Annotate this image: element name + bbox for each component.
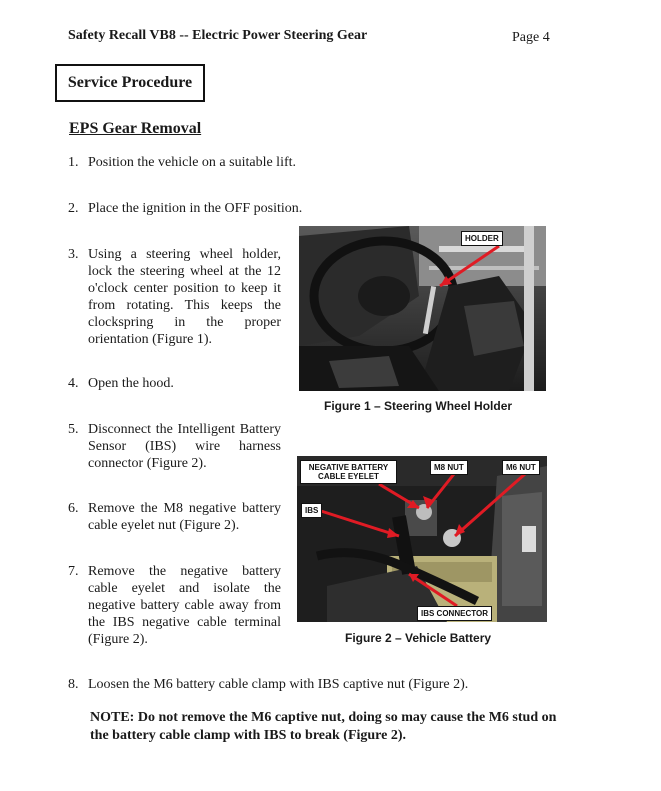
figure-2-photo — [297, 456, 547, 622]
label-m8-nut: M8 NUT — [430, 460, 468, 475]
step-text: Open the hood. — [88, 376, 174, 391]
label-holder: HOLDER — [461, 231, 503, 246]
figure-1-photo — [299, 226, 546, 391]
step-2 — [68, 200, 548, 217]
step-3 — [68, 246, 281, 348]
section-title: EPS Gear Removal — [69, 120, 202, 137]
figure-1-caption: Figure 1 – Steering Wheel Holder — [324, 399, 513, 413]
step-number: 1. — [68, 155, 79, 170]
step-text: Loosen the M6 battery cable clamp with IBS captive nut (Figure 2). — [88, 677, 469, 692]
step-text: Place the ignition in the OFF position. — [88, 201, 303, 216]
step-text: Disconnect the Intelligent Battery Sensor (IBS) wire harness connector (Figure 2). — [88, 422, 281, 471]
step-7 — [68, 563, 281, 648]
step-text: Using a steering wheel holder, lock the steering wheel at the 12 o'clock center position to keep it from rotating. This keeps the clockspring in the proper orientation (Figure 1). — [88, 247, 281, 347]
step-5 — [68, 421, 281, 472]
step-number: 6. — [68, 501, 79, 516]
step-8 — [68, 676, 568, 693]
label-ibs: IBS — [301, 503, 322, 518]
document-header-title: Safety Recall VB8 -- Electric Power Steering Gear — [68, 28, 368, 43]
service-procedure-box — [55, 64, 205, 102]
step-4 — [68, 375, 281, 392]
step-number: 4. — [68, 376, 79, 391]
steering-wheel-illustration — [299, 226, 546, 391]
step-number: 2. — [68, 201, 79, 216]
step-text: Remove the M8 negative battery cable eyelet nut (Figure 2). — [88, 501, 281, 533]
warning-note: NOTE: Do not remove the M6 captive nut, doing so may cause the M6 stud on the battery cable clamp with IBS to break (Figure 2). — [90, 710, 557, 743]
label-ibs-connector: IBS CONNECTOR — [417, 606, 492, 621]
step-1 — [68, 154, 548, 171]
step-number: 3. — [68, 247, 79, 262]
step-number: 8. — [68, 677, 79, 692]
figure-2-caption: Figure 2 – Vehicle Battery — [345, 631, 492, 645]
step-text: Remove the negative battery cable eyelet and isolate the negative battery cable away from the IBS negative cable terminal (Figure 2). — [88, 564, 281, 647]
service-procedure-label: Service Procedure — [67, 74, 193, 91]
label-m6-nut: M6 NUT — [502, 460, 540, 475]
step-6 — [68, 500, 281, 534]
step-number: 7. — [68, 564, 79, 579]
page-number: Page 4 — [512, 30, 550, 45]
step-number: 5. — [68, 422, 79, 437]
label-negative-battery-cable-eyelet: NEGATIVE BATTERY CABLE EYELET — [300, 460, 397, 484]
step-text: Position the vehicle on a suitable lift. — [88, 155, 297, 170]
